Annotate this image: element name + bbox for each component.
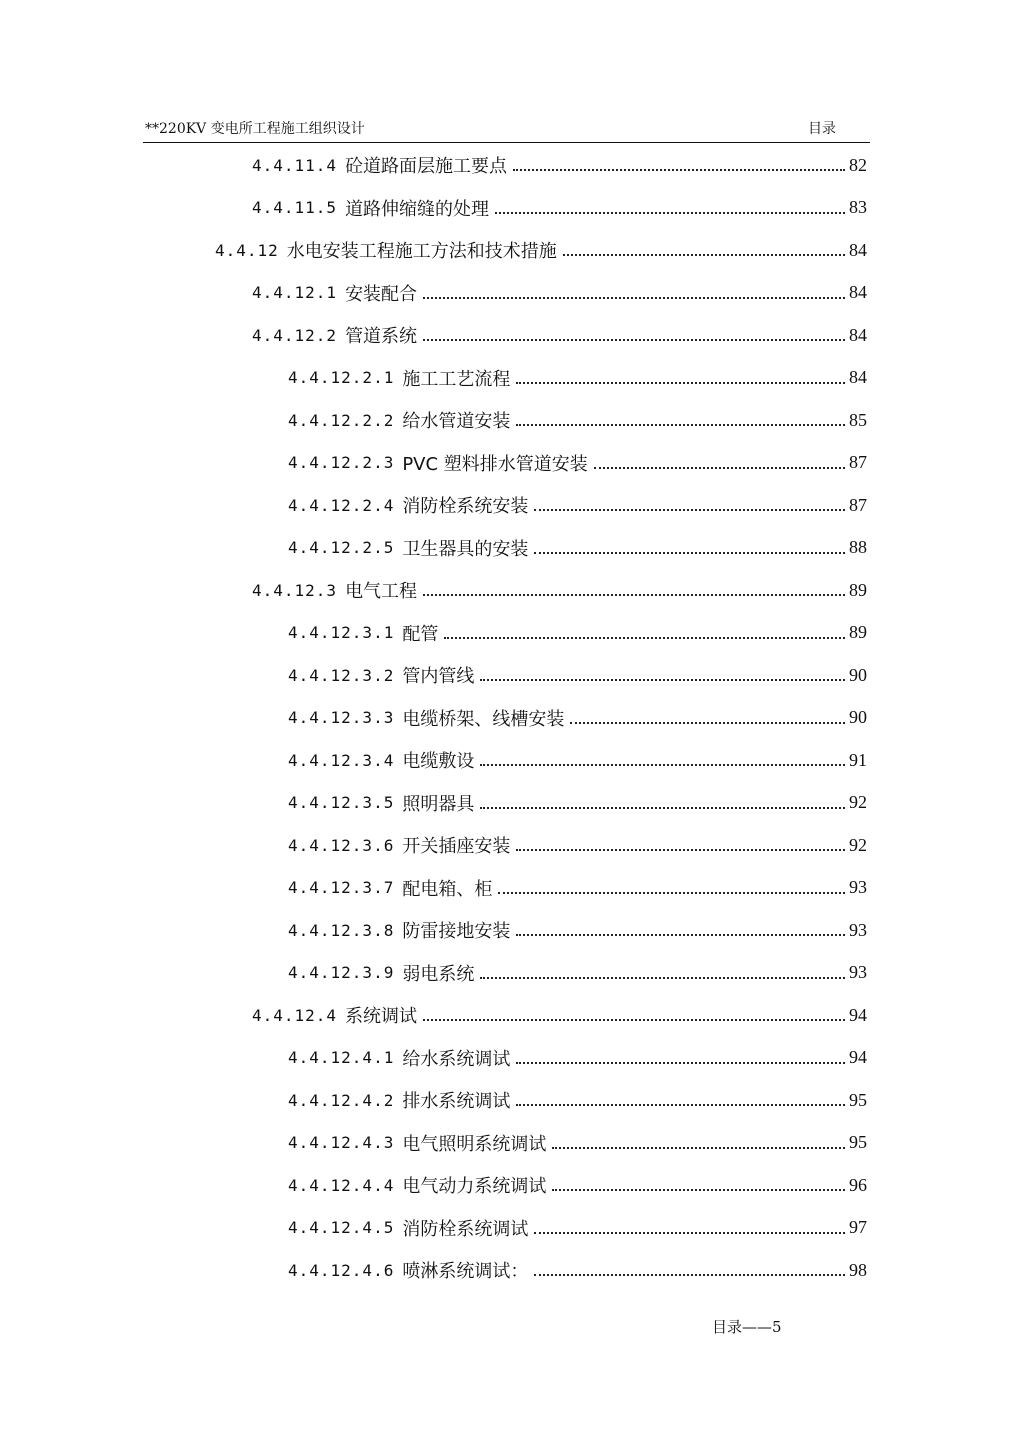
toc-entry[interactable]	[288, 617, 867, 649]
toc-entry-title: 电缆桥架、线槽安装	[402, 708, 565, 730]
toc-dot-leader	[534, 552, 845, 554]
toc-entry-title: 管内管线	[402, 666, 475, 687]
toc-dot-leader	[516, 849, 845, 851]
toc-entry-title: PVC 塑料排水管道安装	[402, 453, 588, 475]
toc-entry-page: 84	[849, 239, 867, 260]
toc-entry-number: 4.4.12.2.2	[288, 410, 395, 430]
toc-entry-page: 96	[849, 1174, 867, 1195]
toc-entry-title: 电气工程	[345, 581, 418, 602]
toc-entry-page: 91	[849, 749, 867, 770]
toc-entry-page: 90	[849, 664, 867, 685]
toc-entry-page: 90	[849, 707, 867, 727]
toc-dot-leader	[534, 1274, 845, 1276]
toc-entry[interactable]	[288, 787, 867, 819]
toc-entry-page: 94	[849, 1004, 867, 1025]
toc-dot-leader	[552, 1147, 845, 1149]
toc-entry[interactable]	[288, 702, 867, 734]
toc-entry-number: 4.4.11.5	[252, 198, 338, 217]
toc-entry-number: 4.4.12.3.4	[288, 750, 395, 770]
toc-entry-page: 98	[849, 1259, 867, 1280]
toc-dot-leader	[563, 254, 845, 256]
toc-entry-title: 消防栓系统安装	[402, 496, 529, 517]
toc-entry-number: 4.4.12.4.6	[288, 1260, 395, 1280]
toc-dot-leader	[498, 892, 845, 894]
toc-entry-title: 道路伸缩缝的处理	[345, 198, 490, 220]
page-header	[143, 118, 870, 143]
toc-entry-page: 82	[849, 154, 867, 175]
toc-entry-number: 4.4.12.4.1	[288, 1048, 395, 1067]
toc-entry-number: 4.4.12.3.7	[288, 878, 395, 897]
toc-entry[interactable]	[288, 447, 867, 479]
toc-entry-page: 84	[849, 367, 867, 387]
toc-entry-page: 87	[849, 494, 867, 515]
toc-entry[interactable]	[288, 872, 867, 904]
toc-entry-page: 92	[849, 834, 867, 855]
toc-dot-leader	[480, 807, 845, 809]
toc-entry-page: 87	[849, 452, 867, 472]
toc-entry-title: 开关插座安装	[402, 836, 511, 857]
toc-entry-title: 管道系统	[345, 326, 418, 347]
toc-entry-title: 喷淋系统调试：	[402, 1261, 529, 1282]
toc-dot-leader	[516, 1062, 845, 1064]
toc-entry-title: 排水系统调试	[402, 1091, 511, 1112]
toc-entry-page: 85	[849, 409, 867, 430]
toc-entry[interactable]	[288, 404, 867, 436]
toc-entry[interactable]	[288, 1042, 867, 1074]
toc-dot-leader	[594, 467, 845, 469]
toc-entry[interactable]	[288, 1254, 867, 1286]
toc-entry-title: 照明器具	[402, 793, 475, 815]
toc-entry-page: 83	[849, 197, 867, 217]
toc-entry[interactable]	[252, 192, 867, 224]
toc-dot-leader	[534, 509, 845, 511]
toc-dot-leader	[480, 764, 845, 766]
toc-entry-title: 电缆敷设	[402, 751, 475, 772]
toc-dot-leader	[423, 594, 845, 596]
toc-dot-leader	[570, 722, 845, 724]
toc-entry[interactable]	[252, 319, 867, 351]
toc-entry-title: 配电箱、柜	[402, 878, 493, 900]
toc-entry[interactable]	[252, 149, 867, 181]
toc-entry-number: 4.4.12.2.1	[288, 368, 395, 387]
toc-entry-number: 4.4.12.4.2	[288, 1090, 395, 1110]
toc-dot-leader	[516, 1104, 845, 1106]
toc-entry-page: 94	[849, 1047, 867, 1067]
toc-entry-number: 4.4.12.3.3	[288, 708, 395, 727]
toc-dot-leader	[534, 1232, 845, 1234]
toc-entry[interactable]	[252, 277, 867, 309]
toc-dot-leader	[495, 212, 845, 214]
toc-entry-number: 4.4.12.3	[252, 580, 338, 600]
toc-entry[interactable]	[252, 999, 867, 1031]
toc-entry-title: 安装配合	[345, 283, 418, 305]
toc-entry-title: 给水管道安装	[402, 411, 511, 432]
toc-entry-page: 89	[849, 622, 867, 642]
toc-entry-number: 4.4.12.3.6	[288, 835, 395, 855]
toc-entry[interactable]	[288, 362, 867, 394]
toc-entry-page: 92	[849, 792, 867, 812]
toc-entry-title: 防雷接地安装	[402, 921, 511, 942]
toc-entry-title: 配管	[402, 623, 439, 645]
toc-entry-number: 4.4.12.3.1	[288, 623, 395, 642]
toc-dot-leader	[423, 1019, 845, 1021]
header-document-title: **220KV 变电所工程施工组织设计	[145, 121, 365, 137]
toc-entry-page: 88	[849, 537, 867, 557]
toc-dot-leader	[423, 297, 845, 299]
toc-entry[interactable]	[288, 1169, 867, 1201]
toc-entry-number: 4.4.11.4	[252, 155, 338, 175]
toc-entry-number: 4.4.12.4.3	[288, 1133, 395, 1152]
toc-entry-title: 砼道路面层施工要点	[345, 156, 508, 177]
toc-entry-page: 93	[849, 877, 867, 897]
toc-dot-leader	[552, 1189, 845, 1191]
toc-entry[interactable]	[288, 659, 867, 691]
toc-dot-leader	[480, 977, 845, 979]
toc-entry-page: 84	[849, 282, 867, 302]
toc-entry-number: 4.4.12.4.5	[288, 1218, 395, 1237]
toc-entry-number: 4.4.12.3.5	[288, 793, 395, 812]
toc-entry-page: 97	[849, 1217, 867, 1237]
toc-entry-title: 给水系统调试	[402, 1048, 511, 1070]
toc-dot-leader	[444, 637, 845, 639]
toc-entry[interactable]	[288, 829, 867, 861]
toc-entry[interactable]	[288, 489, 867, 521]
toc-entry-title: 水电安装工程施工方法和技术措施	[286, 241, 557, 262]
toc-entry[interactable]	[288, 1127, 867, 1159]
toc-entry[interactable]	[215, 234, 867, 266]
toc-dot-leader	[516, 424, 845, 426]
toc-entry-number: 4.4.12.2.4	[288, 495, 395, 515]
toc-dot-leader	[513, 169, 845, 171]
toc-entry-number: 4.4.12.2.3	[288, 453, 395, 472]
header-section-title: 目录	[808, 121, 836, 137]
toc-entry[interactable]	[288, 1084, 867, 1116]
page-footer: 目录——5	[712, 1318, 782, 1336]
toc-entry-number: 4.4.12	[215, 240, 279, 260]
toc-entry-page: 95	[849, 1132, 867, 1152]
toc-entry-number: 4.4.12.4.4	[288, 1175, 395, 1195]
toc-entry-number: 4.4.12.3.9	[288, 963, 395, 982]
toc-entry-title: 系统调试	[345, 1006, 418, 1027]
toc-entry-number: 4.4.12.2.5	[288, 538, 395, 557]
toc-entry-title: 消防栓系统调试	[402, 1218, 529, 1240]
toc-entry-page: 93	[849, 962, 867, 982]
toc-dot-leader	[423, 339, 845, 341]
toc-entry-title: 施工工艺流程	[402, 368, 511, 390]
toc-entry-title: 电气照明系统调试	[402, 1133, 547, 1155]
toc-entry[interactable]	[288, 532, 867, 564]
toc-entry-number: 4.4.12.4	[252, 1005, 338, 1025]
toc-entry-number: 4.4.12.3.8	[288, 920, 395, 940]
toc-dot-leader	[516, 382, 845, 384]
toc-entry-page: 93	[849, 919, 867, 940]
toc-entry-title: 卫生器具的安装	[402, 538, 529, 560]
toc-entry[interactable]	[288, 914, 867, 946]
toc-dot-leader	[516, 934, 845, 936]
toc-entry[interactable]	[288, 744, 867, 776]
toc-entry-page: 89	[849, 579, 867, 600]
toc-entry[interactable]	[252, 574, 867, 606]
toc-entry-number: 4.4.12.3.2	[288, 665, 395, 685]
toc-entry-page: 84	[849, 324, 867, 345]
toc-entry-number: 4.4.12.2	[252, 325, 338, 345]
toc-entry-number: 4.4.12.1	[252, 283, 338, 302]
toc-entry[interactable]	[288, 957, 867, 989]
toc-dot-leader	[480, 679, 845, 681]
toc-entry-title: 弱电系统	[402, 963, 475, 985]
toc-entry-title: 电气动力系统调试	[402, 1176, 547, 1197]
toc-entry[interactable]	[288, 1212, 867, 1244]
toc-entry-page: 95	[849, 1089, 867, 1110]
